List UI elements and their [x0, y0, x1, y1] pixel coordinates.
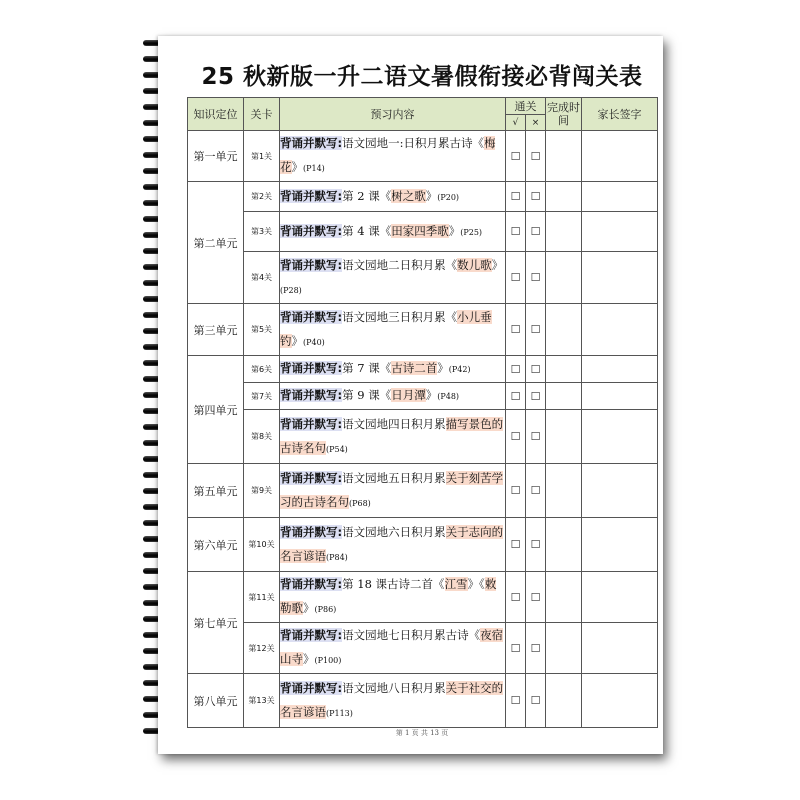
table-row: [188, 518, 658, 572]
level-label: 第13关: [244, 674, 280, 728]
level-label: 第2关: [244, 182, 280, 212]
preview-content: [280, 623, 506, 674]
table-row: [188, 383, 658, 410]
content-text: 》: [437, 361, 449, 375]
content-text: 》: [291, 333, 303, 348]
unit-label: 第三单元: [188, 304, 244, 356]
content-text: 》《: [467, 577, 485, 591]
page-title: 25 秋新版一升二语文暑假衔接必背闯关表: [201, 64, 643, 90]
content-text: 》: [491, 257, 504, 272]
table-row: [188, 131, 658, 182]
highlighted-title: 描写景色的古诗名句: [280, 416, 504, 455]
preview-content: [280, 252, 506, 304]
parent-sign-cell[interactable]: [582, 464, 658, 518]
level-label: 第12关: [244, 623, 280, 674]
page-reference: (P42): [448, 365, 471, 374]
parent-sign-cell[interactable]: [582, 410, 658, 464]
done-time-cell[interactable]: [546, 464, 582, 518]
fail-checkbox[interactable]: ☐: [526, 131, 546, 182]
preview-content: [280, 518, 506, 572]
page-reference: (P14): [303, 164, 325, 173]
header-level: 关卡: [244, 98, 280, 131]
preview-content: [280, 464, 506, 518]
page-reference: (P48): [437, 392, 460, 401]
content-text: 语文园地四日积月累: [342, 416, 446, 431]
table-row: [188, 252, 658, 304]
parent-sign-cell[interactable]: [582, 674, 658, 728]
highlighted-title: 数儿歌: [457, 257, 492, 272]
recite-label: 背诵并默写:: [280, 309, 343, 324]
highlighted-title: 夜宿山寺: [280, 628, 504, 666]
highlighted-title: 古诗二首: [391, 361, 438, 375]
level-label: 第4关: [244, 252, 280, 304]
content-text: 》: [425, 188, 438, 203]
preview-content: [280, 572, 506, 623]
done-time-cell[interactable]: [546, 212, 582, 252]
page-reference: (P68): [349, 498, 371, 508]
content-text: 》: [291, 160, 303, 174]
pass-checkbox[interactable]: ☐: [506, 464, 526, 518]
content-text: 语文园地六日积月累: [342, 524, 446, 539]
pass-checkbox[interactable]: ☐: [506, 356, 526, 383]
highlighted-title: 江雪: [444, 577, 468, 591]
header-content: 预习内容: [280, 98, 506, 131]
page-reference: (P20): [437, 192, 460, 202]
level-label: 第3关: [244, 212, 280, 252]
content-text: 第 2 课《: [342, 188, 392, 203]
page-reference: (P100): [314, 656, 342, 665]
highlighted-title: 树之歌: [391, 188, 426, 203]
done-time-cell[interactable]: [546, 131, 582, 182]
table-row: [188, 304, 658, 356]
pass-checkbox[interactable]: ☐: [506, 304, 526, 356]
table-row: [188, 623, 658, 674]
content-text: 语文园地八日积月累: [342, 680, 446, 695]
pass-checkbox[interactable]: ☐: [506, 212, 526, 252]
recite-label: 背诵并默写:: [280, 680, 343, 695]
recite-label: 背诵并默写:: [280, 577, 343, 591]
pass-checkbox[interactable]: ☐: [506, 518, 526, 572]
content-text: 第 4 课《: [342, 223, 392, 238]
done-time-cell[interactable]: [546, 304, 582, 356]
page-reference: (P84): [326, 552, 348, 562]
parent-sign-cell[interactable]: [582, 572, 658, 623]
preview-content: [280, 182, 506, 212]
highlighted-title: 日月潭: [391, 388, 426, 402]
recite-label: 背诵并默写:: [280, 470, 343, 485]
done-time-cell[interactable]: [546, 518, 582, 572]
content-text: 语文园地二日积月累《: [342, 257, 458, 272]
unit-label: 第五单元: [188, 464, 244, 518]
content-text: 》: [303, 652, 315, 666]
done-time-cell[interactable]: [546, 410, 582, 464]
parent-sign-cell[interactable]: [582, 212, 658, 252]
done-time-cell[interactable]: [546, 356, 582, 383]
pass-checkbox[interactable]: ☐: [506, 410, 526, 464]
highlighted-title: 小儿垂钓: [280, 309, 492, 348]
level-label: 第6关: [244, 356, 280, 383]
recite-label: 背诵并默写:: [280, 223, 343, 238]
content-text: 语文园地三日积月累《: [342, 309, 458, 324]
done-time-cell[interactable]: [546, 572, 582, 623]
fail-checkbox[interactable]: ☐: [526, 383, 546, 410]
preview-content: [280, 304, 506, 356]
fail-checkbox[interactable]: ☐: [526, 623, 546, 674]
header-unit: 知识定位: [188, 98, 244, 131]
fail-checkbox[interactable]: ☐: [526, 410, 546, 464]
fail-checkbox[interactable]: ☐: [526, 252, 546, 304]
highlighted-title: 田家四季歌: [391, 223, 449, 238]
page-reference: (P54): [326, 444, 348, 454]
level-label: 第10关: [244, 518, 280, 572]
done-time-cell[interactable]: [546, 674, 582, 728]
highlighted-title: 敕勒歌: [280, 577, 497, 615]
content-text: 第 7 课《: [342, 361, 392, 375]
recite-label: 背诵并默写:: [280, 628, 343, 642]
content-text: 》: [425, 388, 438, 402]
content-text: 语文园地五日积月累: [342, 470, 446, 485]
recite-label: 背诵并默写:: [280, 136, 343, 150]
pass-checkbox[interactable]: ☐: [506, 383, 526, 410]
page-reference: (P40): [303, 337, 325, 347]
unit-label: 第二单元: [188, 182, 244, 304]
level-label: 第7关: [244, 383, 280, 410]
fail-checkbox[interactable]: ☐: [526, 572, 546, 623]
unit-label: 第四单元: [188, 356, 244, 464]
preview-content: [280, 212, 506, 252]
highlighted-title: 关于社交的名言谚语: [280, 680, 504, 719]
done-time-cell[interactable]: [546, 252, 582, 304]
table-row: [188, 674, 658, 728]
fail-checkbox[interactable]: ☐: [526, 356, 546, 383]
header-cross-mark: ×: [526, 115, 546, 131]
highlighted-title: 关于志向的名言谚语: [280, 524, 504, 563]
preview-content: [280, 410, 506, 464]
highlighted-title: 梅花: [280, 136, 496, 174]
preview-content: [280, 356, 506, 383]
fail-checkbox[interactable]: ☐: [526, 518, 546, 572]
header-done-time: 完成时间: [546, 98, 582, 131]
level-label: 第11关: [244, 572, 280, 623]
fail-checkbox[interactable]: ☐: [526, 212, 546, 252]
content-text: 语文园地一:日积月累古诗《: [342, 136, 484, 150]
unit-label: 第八单元: [188, 674, 244, 728]
pass-checkbox[interactable]: ☐: [506, 252, 526, 304]
parent-sign-cell[interactable]: [582, 623, 658, 674]
page-reference: (P86): [314, 605, 337, 614]
content-text: 第 9 课《: [342, 388, 392, 402]
page-footer: 第 1 页 共 13 页: [395, 729, 449, 737]
table-row: [188, 410, 658, 464]
pass-checkbox[interactable]: ☐: [506, 623, 526, 674]
table-row: [188, 212, 658, 252]
parent-sign-cell[interactable]: [582, 383, 658, 410]
done-time-cell[interactable]: [546, 182, 582, 212]
pass-checkbox[interactable]: ☐: [506, 674, 526, 728]
fail-checkbox[interactable]: ☐: [526, 674, 546, 728]
fail-checkbox[interactable]: ☐: [526, 182, 546, 212]
table-row: [188, 356, 658, 383]
recite-label: 背诵并默写:: [280, 388, 343, 402]
recite-label: 背诵并默写:: [280, 524, 343, 539]
table-row: [188, 182, 658, 212]
recite-label: 背诵并默写:: [280, 257, 343, 272]
page-reference: (P25): [460, 227, 483, 237]
pass-checkbox[interactable]: ☐: [506, 572, 526, 623]
unit-label: 第一单元: [188, 131, 244, 182]
parent-sign-cell[interactable]: [582, 182, 658, 212]
recite-label: 背诵并默写:: [280, 188, 343, 203]
content-text: 第 18 课古诗二首《: [342, 577, 445, 591]
parent-sign-cell[interactable]: [582, 131, 658, 182]
done-time-cell[interactable]: [546, 623, 582, 674]
checklist-body: [188, 131, 658, 728]
table-row: [188, 572, 658, 623]
fail-checkbox[interactable]: ☐: [526, 464, 546, 518]
parent-sign-cell[interactable]: [582, 356, 658, 383]
parent-sign-cell[interactable]: [582, 304, 658, 356]
page-reference: (P113): [326, 708, 353, 718]
fail-checkbox[interactable]: ☐: [526, 304, 546, 356]
unit-label: 第六单元: [188, 518, 244, 572]
header-pass: 通关: [506, 98, 546, 115]
unit-label: 第七单元: [188, 572, 244, 674]
pass-checkbox[interactable]: ☐: [506, 182, 526, 212]
level-label: 第5关: [244, 304, 280, 356]
header-check-mark: √: [506, 115, 526, 131]
level-label: 第9关: [244, 464, 280, 518]
parent-sign-cell[interactable]: [582, 252, 658, 304]
checklist-table: [187, 97, 658, 728]
highlighted-title: 关于刻苦学习的古诗名句: [280, 470, 504, 509]
preview-content: [280, 131, 506, 182]
level-label: 第8关: [244, 410, 280, 464]
content-text: 》: [303, 601, 315, 615]
preview-content: [280, 383, 506, 410]
recite-label: 背诵并默写:: [280, 361, 343, 375]
recite-label: 背诵并默写:: [280, 416, 343, 431]
pass-checkbox[interactable]: ☐: [506, 131, 526, 182]
content-text: 语文园地七日积月累古诗《: [342, 628, 481, 642]
content-text: 》: [448, 223, 461, 238]
table-row: [188, 464, 658, 518]
parent-sign-cell[interactable]: [582, 518, 658, 572]
page-reference: (P28): [280, 285, 302, 295]
header-parent-sign: 家长签字: [582, 98, 658, 131]
done-time-cell[interactable]: [546, 383, 582, 410]
preview-content: [280, 674, 506, 728]
level-label: 第1关: [244, 131, 280, 182]
